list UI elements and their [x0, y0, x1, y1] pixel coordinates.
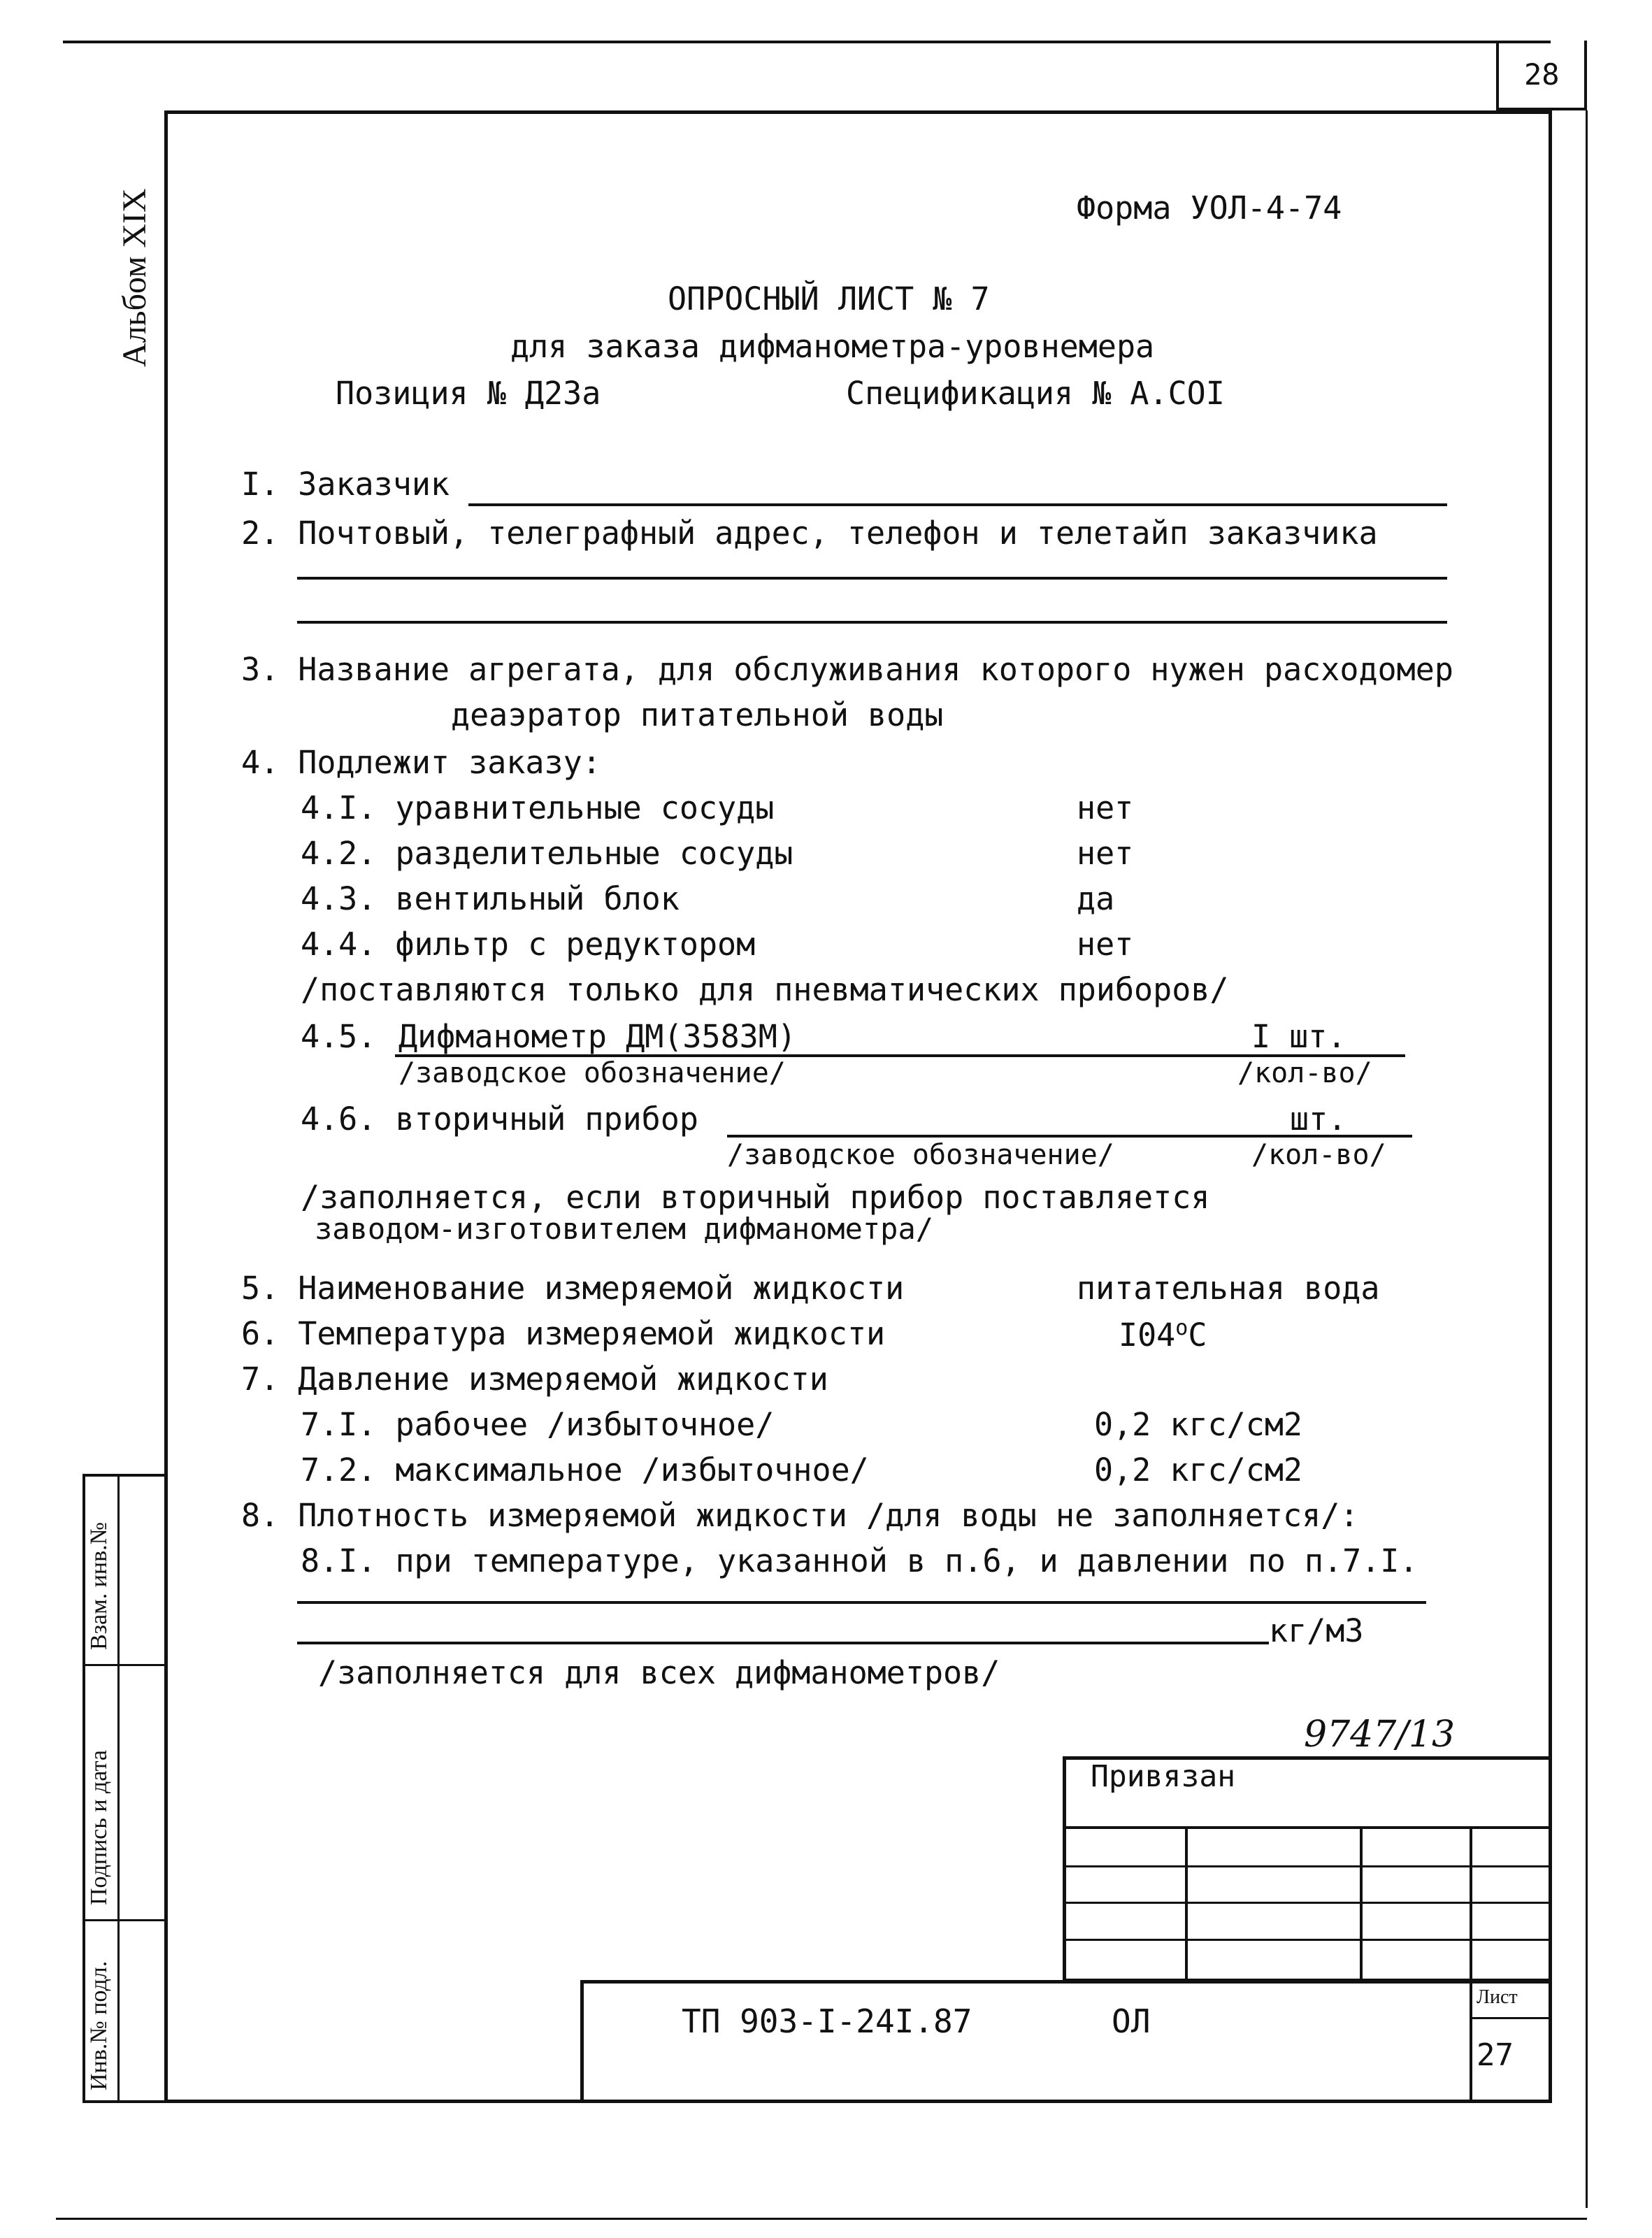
- item-1-fill-line: [468, 503, 1447, 506]
- item-4-4-note: /поставляются только для пневматических приборов/: [301, 971, 1229, 1008]
- item-2-address: 2. Почтовый, телеграфный адрес, телефон и телетайп заказчика: [241, 515, 1378, 552]
- item-6-degree: о: [1175, 1316, 1188, 1340]
- item-8-1-fill-line-2: [297, 1642, 1269, 1644]
- sheet-cell-divider: [1470, 1980, 1472, 2103]
- item-8-1-fill-line-1: [297, 1601, 1426, 1604]
- item-4-6-note-1: /заполняется, если вторичный прибор поставляется: [301, 1179, 1210, 1216]
- item-2-fill-line-1: [297, 577, 1447, 580]
- item-4-6-label: 4.6. вторичный прибор: [301, 1100, 698, 1138]
- sheet-number: 27: [1477, 2037, 1514, 2073]
- item-1-customer: I. Заказчик: [241, 466, 450, 503]
- item-6-label: 6. Температура измеряемой жидкости: [241, 1315, 886, 1352]
- item-4-4-value: нет: [1077, 926, 1134, 963]
- item-4-6-qty: шт.: [1290, 1100, 1347, 1138]
- document-title: ОПРОСНЫЙ ЛИСТ № 7: [668, 280, 990, 317]
- item-4-1-label: 4.I. уравнительные сосуды: [301, 789, 775, 826]
- item-4-5-qty: I шт.: [1251, 1018, 1346, 1055]
- binding-row-2: [1063, 1865, 1552, 1867]
- item-6-number: I04: [1119, 1317, 1176, 1354]
- doc-code: ТП 903-I-24I.87: [682, 2002, 972, 2040]
- item-7-label: 7. Давление измеряемой жидкости: [241, 1361, 828, 1398]
- item-8-1-unit: кг/м3: [1269, 1612, 1364, 1649]
- item-4-6-note-2: заводом-изготовителем дифманометра/: [315, 1212, 934, 1246]
- item-4-2-value: нет: [1077, 835, 1134, 872]
- binding-col-3: [1470, 1826, 1472, 1980]
- specification-label: Спецификация № А.СОI: [846, 375, 1225, 412]
- item-6-unit: С: [1188, 1317, 1207, 1354]
- item-3-unit-name: 3. Название агрегата, для обслуживания которого нужен расходомер: [241, 651, 1453, 688]
- item-8-label: 8. Плотность измеряемой жидкости /для воды не заполняется/:: [241, 1497, 1359, 1534]
- item-7-1-label: 7.I. рабочее /избыточное/: [301, 1406, 775, 1443]
- item-4-3-value: да: [1077, 880, 1115, 917]
- item-2-fill-line-2: [297, 621, 1447, 624]
- bottom-border-line: [56, 2218, 1587, 2220]
- binding-col-2: [1360, 1826, 1363, 1980]
- item-7-2-value: 0,2 кгс/см2: [1094, 1451, 1303, 1489]
- item-4-to-order: 4. Подлежит заказу:: [241, 744, 601, 781]
- top-border-line: [63, 41, 1551, 43]
- sheet-label: Лист: [1477, 1986, 1518, 2008]
- side-label-inv-no: Инв.№ подл.: [86, 1960, 112, 2090]
- item-4-3-label: 4.3. вентильный блок: [301, 880, 680, 917]
- item-7-1-value: 0,2 кгс/см2: [1094, 1406, 1303, 1443]
- binding-row-1: [1063, 1826, 1552, 1829]
- item-4-1-value: нет: [1077, 789, 1134, 826]
- item-4-6-fill-line: [727, 1135, 1412, 1138]
- document-subtitle: для заказа дифманометра-уровнемера: [510, 328, 1155, 365]
- item-4-5-value: Дифманометр ДМ(3583М): [398, 1018, 796, 1055]
- binding-row-4: [1063, 1939, 1552, 1941]
- item-5-label: 5. Наименование измеряемой жидкости: [241, 1270, 905, 1307]
- item-4-5-qty-caption: /кол-во/: [1237, 1057, 1372, 1089]
- doc-type: ОЛ: [1112, 2002, 1151, 2040]
- handwritten-number: 9747/13: [1304, 1714, 1456, 1756]
- item-6-value: [1119, 1316, 1207, 1354]
- side-strip-row-2: [82, 1919, 168, 1921]
- side-strip-row-1: [82, 1664, 168, 1666]
- side-label-signature-date: Подпись и дата: [86, 1750, 112, 1905]
- form-code: Форма УОЛ-4-74: [1077, 189, 1342, 227]
- item-4-5-prefix: 4.5.: [301, 1018, 377, 1055]
- position-label: Позиция № Д23а: [336, 375, 601, 412]
- right-outer-line: [1586, 110, 1588, 2208]
- item-4-5-designation-caption: /заводское обозначение/: [398, 1057, 786, 1089]
- item-8-1-note: /заполняется для всех дифманометров/: [318, 1654, 1000, 1691]
- item-3-value: деаэратор питательной воды: [451, 696, 944, 733]
- side-label-vzam-inv: Взам. инв.№: [86, 1521, 112, 1650]
- binding-row-3: [1063, 1902, 1552, 1904]
- item-5-value: питательная вода: [1077, 1270, 1380, 1307]
- side-strip-divider: [117, 1474, 120, 2103]
- page-number: 28: [1524, 57, 1560, 92]
- item-4-2-label: 4.2. разделительные сосуды: [301, 835, 793, 872]
- item-4-4-label: 4.4. фильтр с редуктором: [301, 926, 756, 963]
- title-block: [580, 1980, 1552, 2103]
- item-7-2-label: 7.2. максимальное /избыточное/: [301, 1451, 869, 1489]
- album-label: Альбом XIX: [116, 188, 153, 367]
- item-4-6-designation-caption: /заводское обозначение/: [727, 1139, 1114, 1171]
- sheet-cell-row: [1470, 2017, 1552, 2019]
- item-8-1-label: 8.I. при температуре, указанной в п.6, и давлении по п.7.I.: [301, 1542, 1418, 1579]
- item-4-6-qty-caption: /кол-во/: [1251, 1139, 1386, 1171]
- binding-label: Привязан: [1091, 1759, 1236, 1794]
- binding-col-1: [1185, 1826, 1188, 1980]
